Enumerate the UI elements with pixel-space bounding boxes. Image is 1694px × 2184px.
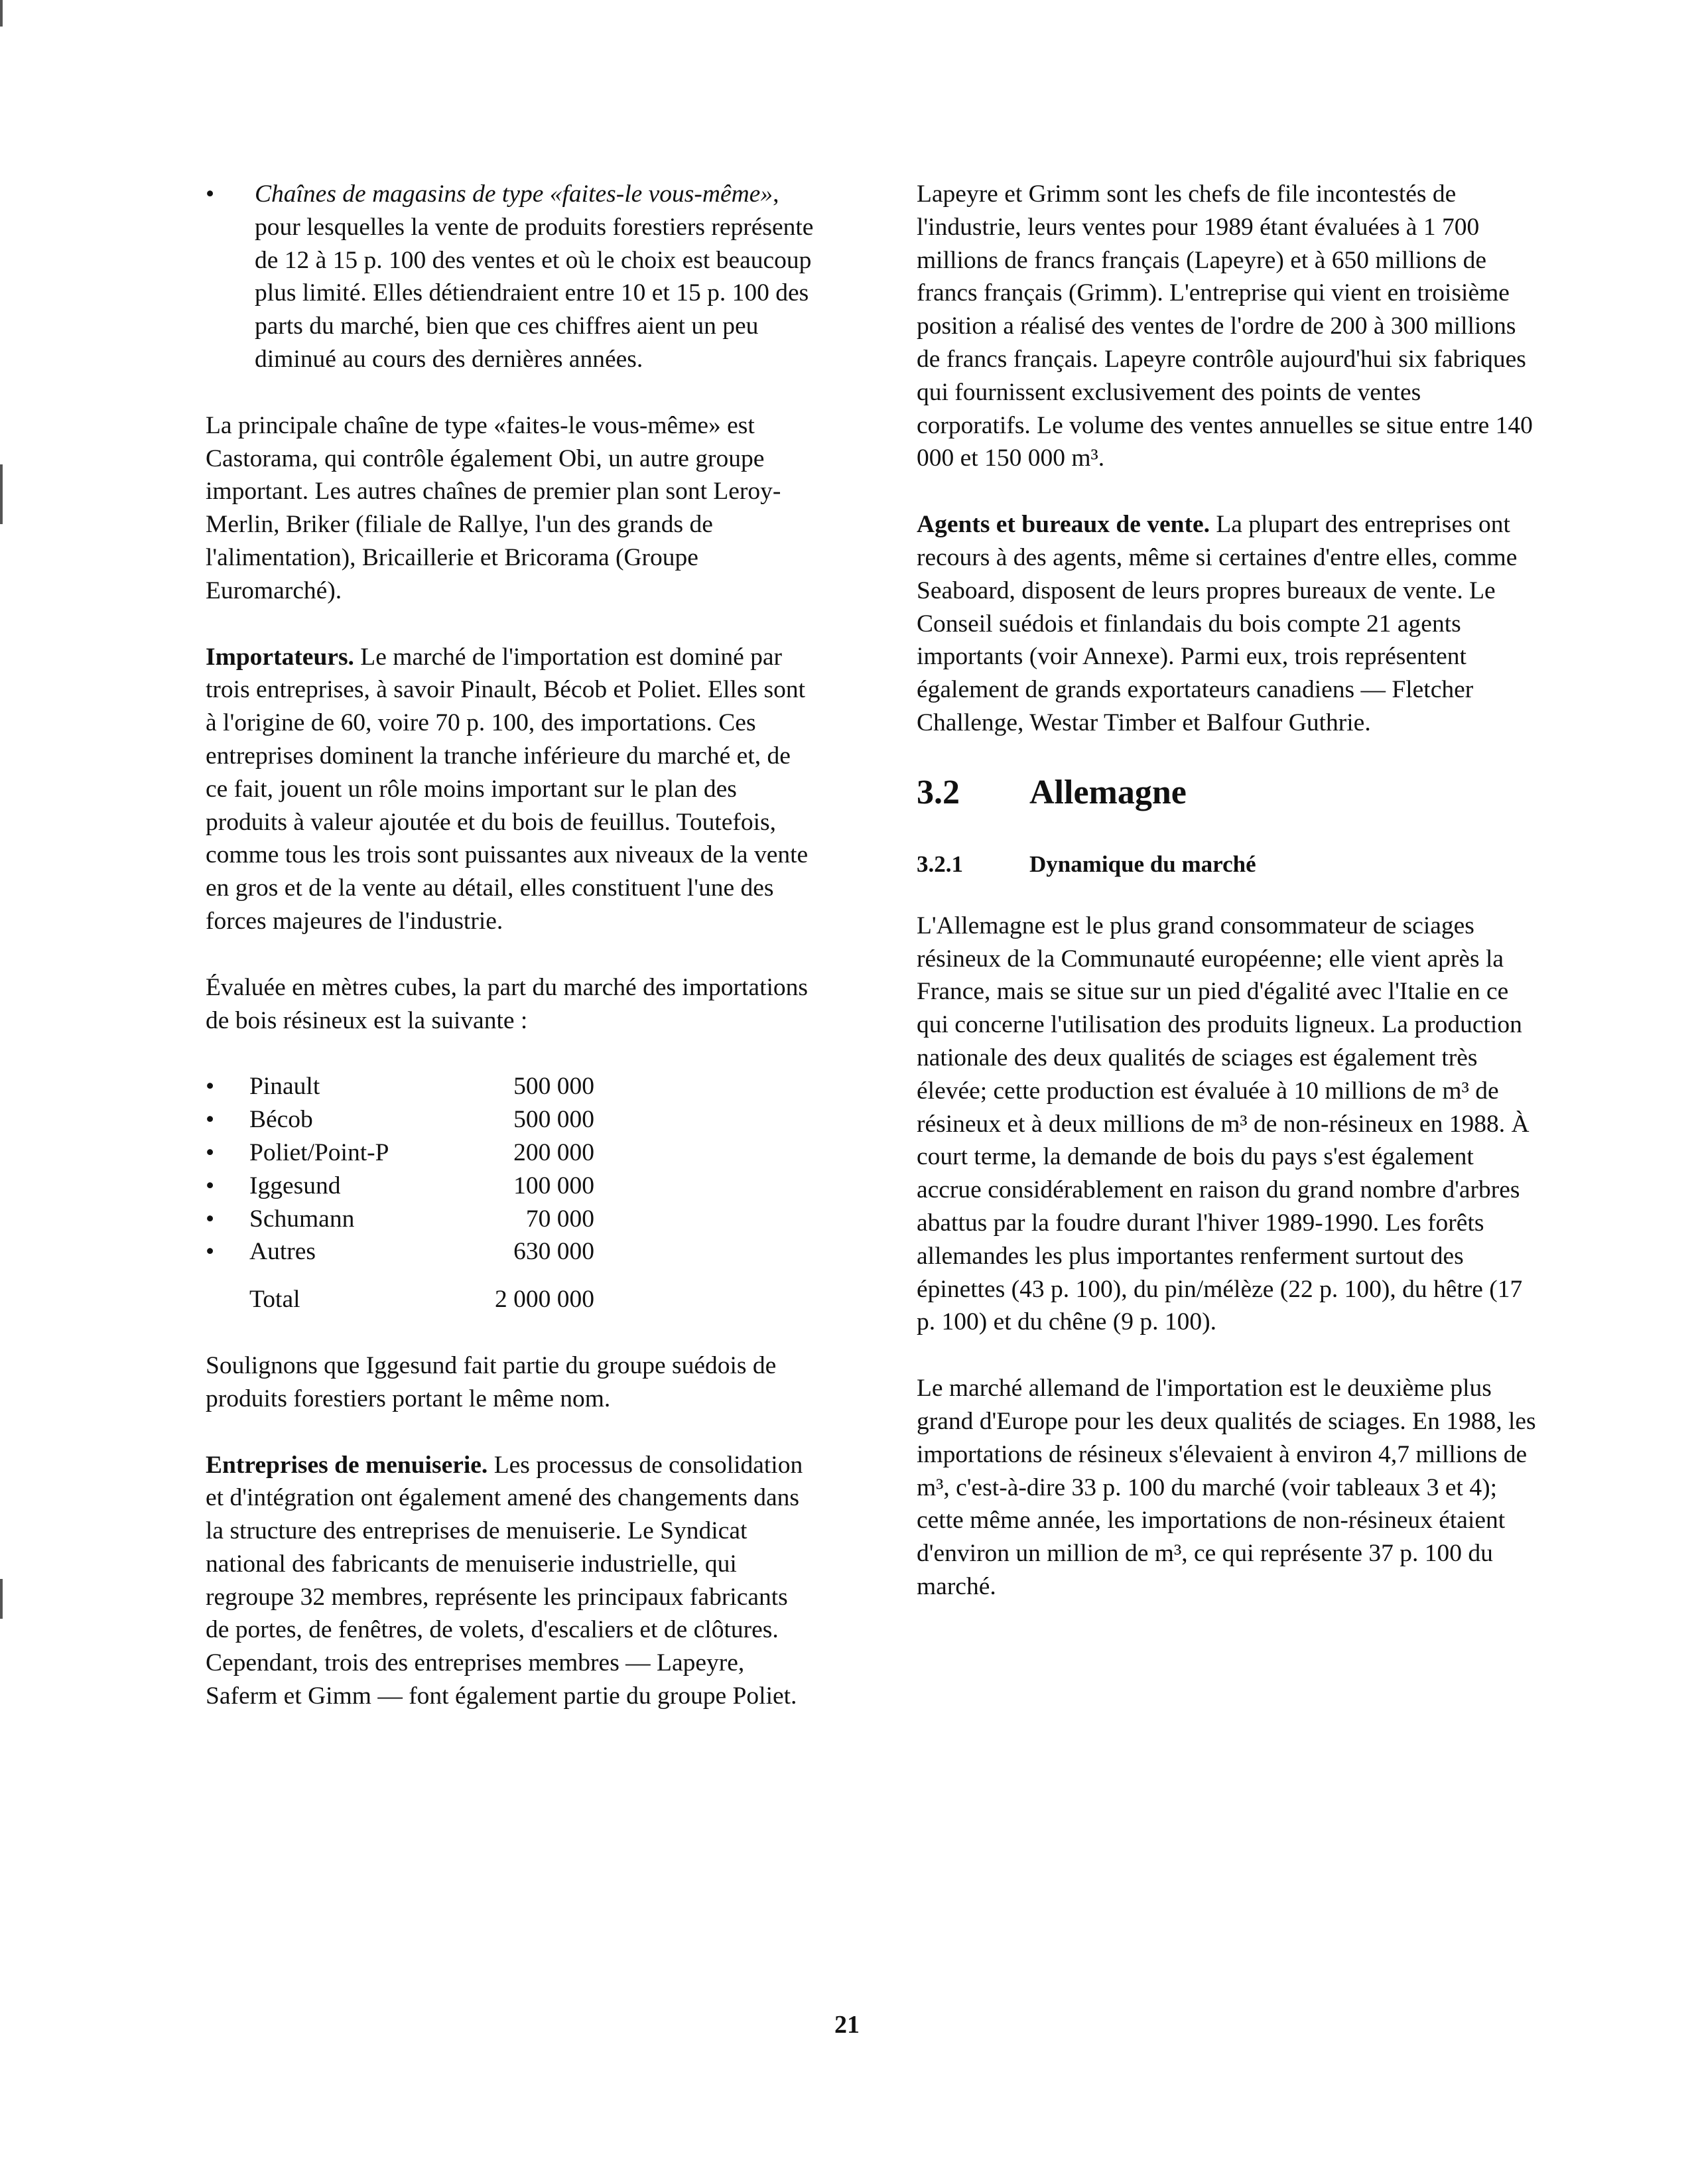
paragraph-diy-chains: La principale chaîne de type «faites-le vous-même» est Castorama, qui contrôle également Obi, un autre groupe important. Les autres chaînes de premier plan sont Leroy-Merlin, Briker (filiale de Rallye, l'un des grands de l'alimentation), Bricaillerie et Bricorama (Groupe Euromarché). [206, 411, 781, 604]
total-value: 2 000 000 [495, 1286, 594, 1314]
subsection-heading [917, 850, 1540, 879]
list-item-value: 200 000 [513, 1138, 594, 1166]
run-in-heading-agents: Agents et bureaux de vente. [917, 511, 1210, 539]
list-item [206, 1070, 816, 1103]
list-total-row [249, 1283, 816, 1316]
bullet-symbol: • [206, 1238, 215, 1266]
paragraph-text: La plupart des entreprises ont recours à des agents, même si certaines d'entre elles, comme Seaboard, disposent de leurs propres bureaux de vente. Le Conseil suédois et finlandais du bois compte 21 agents importants (voir Annexe). Parmi eux, trois représentent également de grands exportateurs canadiens — Fletcher Challenge, Westar Timber et Balfour Guthrie. [917, 511, 1518, 736]
list-item [206, 1170, 816, 1203]
paragraph-agents [917, 508, 1540, 740]
bullet-symbol: • [206, 1138, 215, 1166]
bullet-symbol: • [206, 1106, 215, 1134]
list-item-name: Autres [249, 1238, 316, 1266]
bullet-text: , pour lesquelles la vente de produits forestiers représente de 12 à 15 p. 100 des ventes et où le choix est beaucoup plus limité. Elles détiendraient entre 10 et 15 p. 100 des parts du marché, bien que ces chiffres aient un peu diminué au cours des dernières années. [255, 180, 814, 373]
scan-edge-mark [0, 0, 3, 27]
bullet-lead-italic: Chaînes de magasins de type «faites-le vous-même» [255, 180, 773, 208]
paragraph-germany: L'Allemagne est le plus grand consommateur de sciages résineux de la Communauté européenne; elle vient après la France, mais se situe sur un pied d'égalité avec l'Italie en ce qui concerne l'utilisation des produits ligneux. La production nationale des deux qualités de sciages est également très élevée; cette production est évaluée à 10 millions de m³ de résineux et à deux millions de m³ de non-résineux en 1988. À court terme, la demande de bois du pays s'est également accrue considérablement en raison du grand nombre d'arbres abattus par la foudre durant l'hiver 1989-1990. Les forêts allemandes les plus importantes renferment surtout des épinettes (43 p. 100), du pin/mélèze (22 p. 100), du hêtre (17 p. 100) et du chêne (9 p. 100). [917, 912, 1530, 1336]
bullet-symbol: • [206, 180, 215, 208]
list-item-name: Iggesund [249, 1172, 341, 1199]
paragraph-text: Le marché de l'importation est dominé par trois entreprises, à savoir Pinault, Bécob et Poliet. Elles sont à l'origine de 60, voire 70 p. 100, des importations. Ces entreprises dominent la tranche inférieure du marché et, de ce fait, jouent un rôle moins important sur le plan des produits à valeur ajoutée et du bois de feuillus. Toutefois, comme tous les trois sont puissantes aux niveaux de la vente en gros et de la vente au détail, elles constituent l'une des forces majeures de l'industrie. [206, 643, 809, 935]
section-number: 3.2 [917, 773, 960, 811]
subsection-number: 3.2.1 [917, 851, 963, 877]
run-in-heading-importers: Importateurs. [206, 643, 354, 671]
bullet-symbol: • [206, 1205, 215, 1233]
list-item-value: 630 000 [513, 1238, 594, 1266]
section-heading [917, 773, 1540, 813]
list-item [206, 1136, 816, 1170]
page-number: 21 [834, 2011, 860, 2039]
total-label: Total [249, 1286, 300, 1314]
list-item [206, 1103, 816, 1136]
paragraph-lapeyre: Lapeyre et Grimm sont les chefs de file incontestés de l'industrie, leurs ventes pour 1989 étant évaluées à 1 700 millions de francs français (Lapeyre) et à 650 millions de francs français (Grimm). L'entreprise qui vient en troisième position a réalisé des ventes de l'ordre de 200 à 300 millions de francs français. Lapeyre contrôle aujourd'hui six fabriques qui fournissent exclusivement des points de ventes corporatifs. Le volume des ventes annuelles se situe entre 140 000 et 150 000 m³. [917, 180, 1533, 472]
list-item-value: 100 000 [513, 1172, 594, 1199]
paragraph-text: Les processus de consolidation et d'intégration ont également amené des changements dans la structure des entreprises de menuiserie. Le Syndicat national des fabricants de menuiserie industrielle, qui regroupe 32 membres, représente les principaux fabricants de portes, de fenêtres, de volets, d'escaliers et de clôtures. Cependant, trois des entreprises membres — Lapeyre, Saferm et Gimm — font également partie du groupe Poliet. [206, 1451, 803, 1710]
list-item-name: Bécob [249, 1106, 313, 1134]
bullet-item-diy-chains [206, 178, 816, 376]
list-item-value: 500 000 [513, 1106, 594, 1134]
list-item-value: 70 000 [525, 1205, 594, 1233]
run-in-heading-joinery: Entreprises de menuiserie. [206, 1451, 488, 1479]
bullet-symbol: • [206, 1073, 215, 1101]
list-item-value: 500 000 [513, 1073, 594, 1101]
scan-edge-mark [0, 1579, 3, 1619]
list-item [206, 1203, 816, 1236]
paragraph-iggesund: Soulignons que Iggesund fait partie du groupe suédois de produits forestiers portant le même nom. [206, 1351, 777, 1412]
paragraph-joinery [206, 1449, 816, 1713]
list-item-name: Pinault [249, 1073, 320, 1101]
scan-edge-mark [0, 464, 3, 524]
paragraph-share-intro: Évaluée en mètres cubes, la part du marché des importations de bois résineux est la suivante : [206, 973, 809, 1034]
section-title: Allemagne [1029, 773, 1187, 811]
paragraph-importers [206, 641, 816, 938]
list-item-name: Schumann [249, 1205, 355, 1233]
paragraph-import-market: Le marché allemand de l'importation est le deuxième plus grand d'Europe pour les deux qualités de sciages. En 1988, les importations de résineux s'élevaient à environ 4,7 millions de m³, c'est-à-dire 33 p. 100 du marché (voir tableaux 3 et 4); cette même année, les importations de non-résineux étaient d'environ un million de m³, ce qui représente 37 p. 100 du marché. [917, 1375, 1536, 1600]
import-share-list [206, 1070, 816, 1268]
bullet-symbol: • [206, 1172, 215, 1199]
left-column [206, 178, 816, 1746]
right-column [917, 178, 1540, 1637]
list-item-name: Poliet/Point-P [249, 1138, 389, 1166]
list-item [206, 1235, 816, 1268]
subsection-title: Dynamique du marché [1029, 851, 1256, 877]
